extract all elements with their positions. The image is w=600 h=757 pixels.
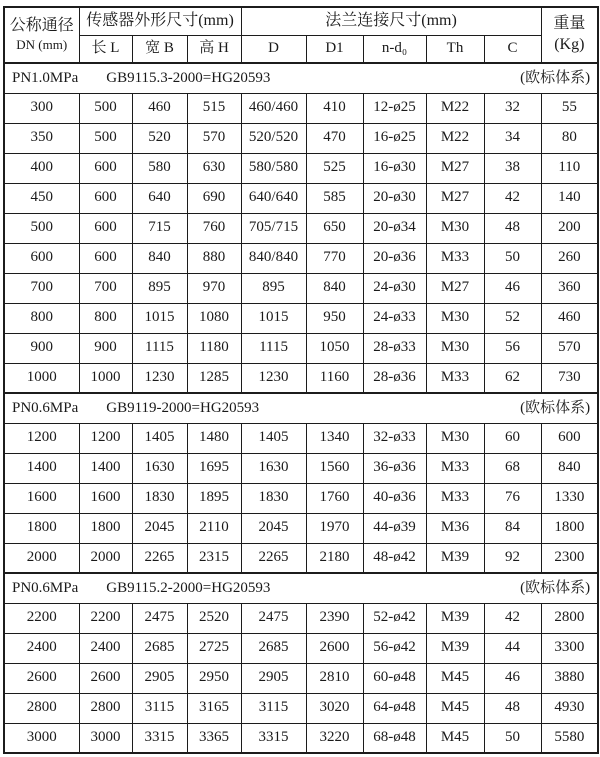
header-col-d1: D1 [306, 35, 363, 63]
table-cell: 2810 [306, 663, 363, 693]
header-weight-unit: (Kg) [554, 36, 585, 53]
table-row [4, 333, 598, 363]
table-cell: 1015 [241, 303, 306, 333]
dn-value-cell: 500 [4, 213, 79, 243]
table-cell: 895 [241, 273, 306, 303]
table-cell: 410 [306, 93, 363, 123]
table-cell: 600 [79, 183, 132, 213]
dn-value-cell: 400 [4, 153, 79, 183]
pressure-rating-label: PN1.0MPa [12, 69, 79, 86]
table-cell: 1050 [306, 333, 363, 363]
table-cell: 34 [484, 123, 541, 153]
table-cell: 1330 [541, 483, 598, 513]
table-cell: 92 [484, 543, 541, 573]
table-cell: 3000 [79, 723, 132, 753]
table-cell: 60 [484, 423, 541, 453]
table-cell: 950 [306, 303, 363, 333]
table-cell: 500 [79, 93, 132, 123]
table-cell: 20-ø36 [363, 243, 426, 273]
header-weight [541, 7, 598, 63]
table-cell: 3365 [187, 723, 241, 753]
section-header-cell [4, 63, 598, 93]
table-cell: 2265 [241, 543, 306, 573]
table-cell: M39 [426, 633, 484, 663]
table-cell: 2265 [132, 543, 187, 573]
dn-value-cell: 2200 [4, 603, 79, 633]
table-cell: 460 [132, 93, 187, 123]
table-cell: 520 [132, 123, 187, 153]
section-header-row [4, 63, 598, 93]
table-cell: 460 [541, 303, 598, 333]
table-cell: 2475 [241, 603, 306, 633]
table-cell: 24-ø33 [363, 303, 426, 333]
table-cell: 3300 [541, 633, 598, 663]
dn-value-cell: 1600 [4, 483, 79, 513]
dn-value-cell: 2400 [4, 633, 79, 663]
table-cell: 1160 [306, 363, 363, 393]
table-cell: 1970 [306, 513, 363, 543]
table-cell: 1000 [79, 363, 132, 393]
table-cell: M27 [426, 273, 484, 303]
table-cell: 525 [306, 153, 363, 183]
table-cell: 515 [187, 93, 241, 123]
table-cell: M45 [426, 723, 484, 753]
table-cell: 2600 [79, 663, 132, 693]
table-cell: 20-ø30 [363, 183, 426, 213]
table-cell: 32 [484, 93, 541, 123]
dn-value-cell: 2800 [4, 693, 79, 723]
table-row [4, 303, 598, 333]
pressure-rating-label: PN0.6MPa [12, 399, 79, 416]
table-cell: M39 [426, 543, 484, 573]
dn-value-cell: 1400 [4, 453, 79, 483]
table-cell: 48 [484, 213, 541, 243]
table-cell: 1015 [132, 303, 187, 333]
table-cell: 64-ø48 [363, 693, 426, 723]
table-row [4, 603, 598, 633]
dn-value-cell: 300 [4, 93, 79, 123]
table-cell: 1560 [306, 453, 363, 483]
table-row [4, 93, 598, 123]
table-cell: 570 [541, 333, 598, 363]
table-row [4, 693, 598, 723]
table-cell: 2905 [132, 663, 187, 693]
header-nominal-diameter-title: 公称通径 [9, 17, 74, 35]
table-cell: 3115 [132, 693, 187, 723]
table-cell: M33 [426, 483, 484, 513]
table-cell: 1115 [132, 333, 187, 363]
header-flange-dimensions-group: 法兰连接尺寸(mm) [241, 7, 541, 35]
table-cell: 1800 [541, 513, 598, 543]
table-cell: 3165 [187, 693, 241, 723]
table-cell: 1695 [187, 453, 241, 483]
table-cell: 840 [132, 243, 187, 273]
table-cell: 2045 [241, 513, 306, 543]
table-cell: 730 [541, 363, 598, 393]
table-row [4, 663, 598, 693]
table-cell: 1405 [132, 423, 187, 453]
table-cell: 3020 [306, 693, 363, 723]
header-col-width: 宽 B [132, 35, 187, 63]
table-cell: 1600 [79, 483, 132, 513]
table-cell: 1830 [132, 483, 187, 513]
table-cell: 260 [541, 243, 598, 273]
table-row [4, 363, 598, 393]
table-cell: 36-ø36 [363, 453, 426, 483]
table-cell: 1285 [187, 363, 241, 393]
table-cell: 1115 [241, 333, 306, 363]
table-cell: 640 [132, 183, 187, 213]
table-row [4, 513, 598, 543]
table-cell: 500 [79, 123, 132, 153]
table-cell: 895 [132, 273, 187, 303]
table-cell: 3220 [306, 723, 363, 753]
table-cell: 68-ø48 [363, 723, 426, 753]
table-cell: 1405 [241, 423, 306, 453]
table-header [4, 7, 598, 63]
table-cell: 46 [484, 273, 541, 303]
table-cell: 44 [484, 633, 541, 663]
table-cell: 840 [306, 273, 363, 303]
table-cell: 2045 [132, 513, 187, 543]
table-cell: 1230 [132, 363, 187, 393]
table-cell: 55 [541, 93, 598, 123]
table-cell: 2180 [306, 543, 363, 573]
table-cell: 2475 [132, 603, 187, 633]
table-cell: M27 [426, 183, 484, 213]
table-cell: 600 [79, 243, 132, 273]
table-cell: 880 [187, 243, 241, 273]
pressure-rating-label: PN0.6MPa [12, 579, 79, 596]
header-sensor-dimensions-group: 传感器外形尺寸(mm) [79, 7, 241, 35]
table-cell: M22 [426, 123, 484, 153]
dn-value-cell: 1000 [4, 363, 79, 393]
dn-value-cell: 2000 [4, 543, 79, 573]
table-cell: M45 [426, 663, 484, 693]
table-cell: 48-ø42 [363, 543, 426, 573]
table-cell: 1200 [79, 423, 132, 453]
table-cell: 50 [484, 243, 541, 273]
table-cell: 140 [541, 183, 598, 213]
table-cell: M30 [426, 213, 484, 243]
table-row [4, 543, 598, 573]
table-cell: 2800 [541, 603, 598, 633]
table-cell: 900 [79, 333, 132, 363]
table-row [4, 153, 598, 183]
table-cell: 2725 [187, 633, 241, 663]
table-cell: 32-ø33 [363, 423, 426, 453]
table-cell: 2300 [541, 543, 598, 573]
system-note-label: (欧标体系) [520, 579, 591, 596]
table-cell: 970 [187, 273, 241, 303]
header-col-n-d0: n-d₀ [363, 35, 426, 63]
table-cell: 630 [187, 153, 241, 183]
table-row [4, 633, 598, 663]
dn-value-cell: 1200 [4, 423, 79, 453]
header-col-height: 高 H [187, 35, 241, 63]
table-cell: 20-ø34 [363, 213, 426, 243]
table-cell: 42 [484, 603, 541, 633]
table-cell: M33 [426, 243, 484, 273]
table-cell: 360 [541, 273, 598, 303]
table-cell: 840/840 [241, 243, 306, 273]
header-col-d: D [241, 35, 306, 63]
table-cell: 460/460 [241, 93, 306, 123]
table-body [4, 63, 598, 753]
dn-value-cell: 450 [4, 183, 79, 213]
table-cell: 56-ø42 [363, 633, 426, 663]
table-cell: 28-ø36 [363, 363, 426, 393]
table-cell: 2400 [79, 633, 132, 663]
table-cell: 3315 [241, 723, 306, 753]
standard-label: GB9115.3-2000=HG20593 [106, 69, 271, 86]
table-cell: 40-ø36 [363, 483, 426, 513]
table-cell: 1760 [306, 483, 363, 513]
table-cell: 715 [132, 213, 187, 243]
table-cell: 2950 [187, 663, 241, 693]
table-cell: 1340 [306, 423, 363, 453]
table-cell: 2520 [187, 603, 241, 633]
table-cell: 640/640 [241, 183, 306, 213]
table-cell: 42 [484, 183, 541, 213]
header-weight-title: 重量 [553, 15, 586, 33]
section-header-row [4, 393, 598, 423]
table-cell: 690 [187, 183, 241, 213]
table-cell: 3115 [241, 693, 306, 723]
table-cell: M27 [426, 153, 484, 183]
table-cell: 3880 [541, 663, 598, 693]
dn-value-cell: 3000 [4, 723, 79, 753]
table-cell: 760 [187, 213, 241, 243]
table-row [4, 483, 598, 513]
table-cell: M30 [426, 423, 484, 453]
table-cell: 650 [306, 213, 363, 243]
dn-value-cell: 700 [4, 273, 79, 303]
table-cell: 1630 [132, 453, 187, 483]
dimension-spec-table [3, 6, 599, 754]
table-cell: 1895 [187, 483, 241, 513]
table-cell: 12-ø25 [363, 93, 426, 123]
dn-value-cell: 2600 [4, 663, 79, 693]
table-cell: 2200 [79, 603, 132, 633]
table-cell: 1230 [241, 363, 306, 393]
header-nominal-diameter-unit: DN (mm) [16, 36, 68, 52]
section-header-row [4, 573, 598, 603]
table-cell: 62 [484, 363, 541, 393]
table-cell: 600 [541, 423, 598, 453]
table-cell: 5580 [541, 723, 598, 753]
table-cell: 700 [79, 273, 132, 303]
table-cell: 16-ø25 [363, 123, 426, 153]
table-cell: 1480 [187, 423, 241, 453]
table-cell: M36 [426, 513, 484, 543]
table-cell: 80 [541, 123, 598, 153]
table-cell: M33 [426, 453, 484, 483]
table-cell: 800 [79, 303, 132, 333]
header-col-c: C [484, 35, 541, 63]
table-cell: 2685 [241, 633, 306, 663]
table-cell: 585 [306, 183, 363, 213]
table-cell: M33 [426, 363, 484, 393]
table-cell: 600 [79, 213, 132, 243]
header-col-length: 长 L [79, 35, 132, 63]
table-cell: 1630 [241, 453, 306, 483]
system-note-label: (欧标体系) [520, 399, 591, 416]
table-cell: 84 [484, 513, 541, 543]
table-cell: M30 [426, 303, 484, 333]
table-cell: 200 [541, 213, 598, 243]
table-cell: 2110 [187, 513, 241, 543]
table-cell: 56 [484, 333, 541, 363]
table-cell: 580/580 [241, 153, 306, 183]
table-cell: M45 [426, 693, 484, 723]
table-cell: 28-ø33 [363, 333, 426, 363]
table-row [4, 723, 598, 753]
table-cell: M39 [426, 603, 484, 633]
table-cell: 3315 [132, 723, 187, 753]
system-note-label: (欧标体系) [520, 69, 591, 86]
table-cell: 2685 [132, 633, 187, 663]
table-cell: 2390 [306, 603, 363, 633]
table-cell: 48 [484, 693, 541, 723]
table-cell: 2905 [241, 663, 306, 693]
table-cell: 1830 [241, 483, 306, 513]
header-nominal-diameter [4, 7, 79, 63]
table-cell: 520/520 [241, 123, 306, 153]
table-cell: 44-ø39 [363, 513, 426, 543]
header-col-th: Th [426, 35, 484, 63]
table-cell: 50 [484, 723, 541, 753]
table-cell: 1180 [187, 333, 241, 363]
table-cell: 1800 [79, 513, 132, 543]
table-cell: 600 [79, 153, 132, 183]
table-cell: 38 [484, 153, 541, 183]
table-cell: 2315 [187, 543, 241, 573]
table-cell: M22 [426, 93, 484, 123]
table-cell: 52 [484, 303, 541, 333]
table-cell: 570 [187, 123, 241, 153]
dn-value-cell: 900 [4, 333, 79, 363]
table-cell: 2600 [306, 633, 363, 663]
table-cell: 2000 [79, 543, 132, 573]
table-row [4, 183, 598, 213]
table-cell: 16-ø30 [363, 153, 426, 183]
table-cell: 840 [541, 453, 598, 483]
table-cell: 470 [306, 123, 363, 153]
dn-value-cell: 800 [4, 303, 79, 333]
table-cell: 68 [484, 453, 541, 483]
table-cell: M30 [426, 333, 484, 363]
section-header-cell [4, 573, 598, 603]
table-cell: 1400 [79, 453, 132, 483]
standard-label: GB9115.2-2000=HG20593 [106, 579, 271, 596]
section-header-cell [4, 393, 598, 423]
table-cell: 705/715 [241, 213, 306, 243]
table-row [4, 423, 598, 453]
table-row [4, 123, 598, 153]
table-cell: 1080 [187, 303, 241, 333]
table-cell: 4930 [541, 693, 598, 723]
table-cell: 580 [132, 153, 187, 183]
table-cell: 2800 [79, 693, 132, 723]
table-cell: 110 [541, 153, 598, 183]
table-cell: 24-ø30 [363, 273, 426, 303]
table-row [4, 453, 598, 483]
table-cell: 52-ø42 [363, 603, 426, 633]
table-row [4, 243, 598, 273]
standard-label: GB9119-2000=HG20593 [106, 399, 260, 416]
dn-value-cell: 1800 [4, 513, 79, 543]
table-cell: 60-ø48 [363, 663, 426, 693]
table-cell: 46 [484, 663, 541, 693]
dn-value-cell: 350 [4, 123, 79, 153]
table-row [4, 273, 598, 303]
table-row [4, 213, 598, 243]
dn-value-cell: 600 [4, 243, 79, 273]
table-cell: 770 [306, 243, 363, 273]
table-cell: 76 [484, 483, 541, 513]
